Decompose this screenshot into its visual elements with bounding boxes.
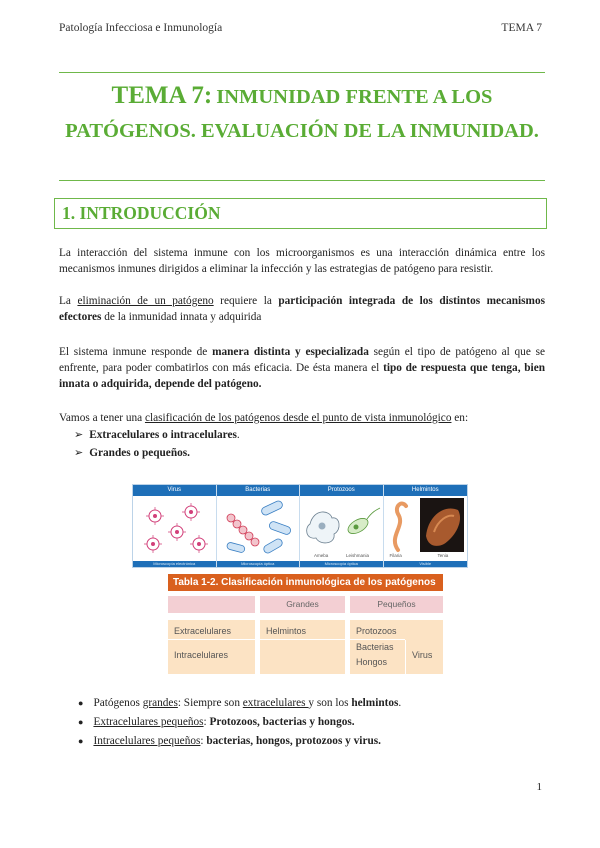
classification-table [168,574,443,674]
b2-underline: Extracelulares pequeños [93,716,204,728]
label-filaria: Filaria [389,553,402,558]
page-header [59,22,542,34]
summary-bullets [78,694,401,751]
title-top-rule [59,72,545,73]
virus-illustration-icon [133,496,216,562]
figure-caption: Protozoos [300,485,383,496]
title-rest: INMUNIDAD FRENTE A LOS PATÓGENOS. EVALUACIÓN DE LA INMUNIDAD. [65,86,539,142]
list-item [78,694,401,713]
figure-column-helmintos [384,485,468,567]
table-divider [350,639,405,640]
paragraph-3 [59,344,545,392]
b3-bold: bacterias, hongos, protozoos y virus. [206,735,381,747]
table-value-bacterias: Bacterias [356,642,394,652]
figure-footer: Visible [384,561,468,567]
arrow-bullet-icon: ➢ [74,446,84,459]
paragraph-1: La interacción del sistema inmune con los microorganismos es una interacción dinámica entre los mecanismos inmunes dirigidos a eliminar la infección y las estrategias de patógeno para resistir. [59,247,545,275]
p3-bold-1: manera distinta y especializada [212,346,369,358]
table-value-protozoos: Protozoos [356,626,397,636]
table-caption: Tabla 1-2. Clasificación inmunológica de los patógenos [168,574,443,591]
pathogens-figure [132,484,468,568]
figure-footer: Microscopía electrónica [133,561,216,567]
p3-bold-2: tipo de respuesta que tenga, bien innata o adquirida, depende del patógeno. [59,362,545,390]
arrow-bullet-icon: ➢ [74,428,84,441]
b3-text-b: : [200,735,207,747]
b1-text-a: Patógenos [93,697,143,709]
title-bottom-rule [59,180,545,181]
list-item [78,732,401,751]
figure-footer: Microscopía óptica [217,561,300,567]
b1-text-c: y son los [308,697,352,709]
paragraph-4 [59,410,545,426]
table-divider [405,640,406,674]
p3-text-a: El sistema inmune responde de [59,346,213,358]
figure-footer: Microscopía óptica [300,561,383,567]
bullet-dot-icon: ● [78,717,84,727]
label-tenia: Tenia [437,553,449,558]
page-number: 1 [536,781,542,793]
list-item [78,713,401,732]
b2-text-b: : [203,716,210,728]
title-lead: TEMA 7: [111,82,213,109]
protozoa-illustration-icon [300,496,383,562]
list-item-suffix: . [236,429,240,441]
bullet-dot-icon: ● [78,736,84,746]
p4-text-b: en: [451,412,469,424]
p3-text-b: según el tipo de patógeno al que se enfrente, para poder combatirlos con más eficacia. De ésta manera el [59,346,546,374]
table-value-virus: Virus [412,650,433,660]
p2-text-a: La [59,295,78,307]
b1-bold: helmintos [351,697,399,709]
list-item [74,444,240,462]
paragraph-2 [59,293,545,325]
table-header-pequenos: Pequeños [350,596,443,613]
list-item [74,426,240,444]
table-value-helmintos: Helmintos [266,626,307,636]
page-title [59,80,545,149]
bacteria-illustration-icon [217,496,300,562]
b1-underline: grandes [142,697,178,709]
bullet-dot-icon: ● [78,698,84,708]
figure-column-bacterias [217,485,301,567]
figure-caption: Helmintos [384,485,468,496]
b2-bold: Protozoos, bacterias y hongos. [209,716,355,728]
table-header-empty [168,596,255,613]
b1-underline-2: extracelulares [242,697,309,709]
p2-bold: participación integrada de los distintos mecanismos efectores [59,295,545,323]
table-divider [168,639,345,640]
figure-caption: Bacterias [217,485,300,496]
table-value-hongos: Hongos [356,657,388,667]
header-subject: Patología Infecciosa e Inmunología [59,22,223,34]
list-item-text: Extracelulares o intracelulares [89,429,237,441]
p2-text-c: de la inmunidad innata y adquirida [101,311,262,323]
figure-column-virus [133,485,217,567]
figure-column-protozoos [300,485,384,567]
table-row-extracelulares: Extracelulares [174,626,232,636]
header-topic: TEMA 7 [501,22,542,34]
label-leishmania: Leishmania [346,553,370,558]
label-ameba: Ameba [314,553,329,558]
p4-text-a: Vamos a tener una [59,412,145,424]
p4-underline: clasificación de los patógenos desde el punto de vista inmunológico [144,412,452,424]
b3-underline: Intracelulares pequeños [93,735,201,747]
b1-text-d: . [398,697,402,709]
figure-caption: Virus [133,485,216,496]
table-row-intracelulares: Intracelulares [174,650,229,660]
classification-list [74,426,240,462]
table-header-grandes: Grandes [260,596,345,613]
p2-underline: eliminación de un patógeno [77,295,214,307]
list-item-text: Grandes o pequeños. [89,447,190,459]
section-heading: 1. INTRODUCCIÓN [54,198,547,229]
p2-text-b: requiere la [213,295,279,307]
b1-text-b: : Siempre son [177,697,243,709]
